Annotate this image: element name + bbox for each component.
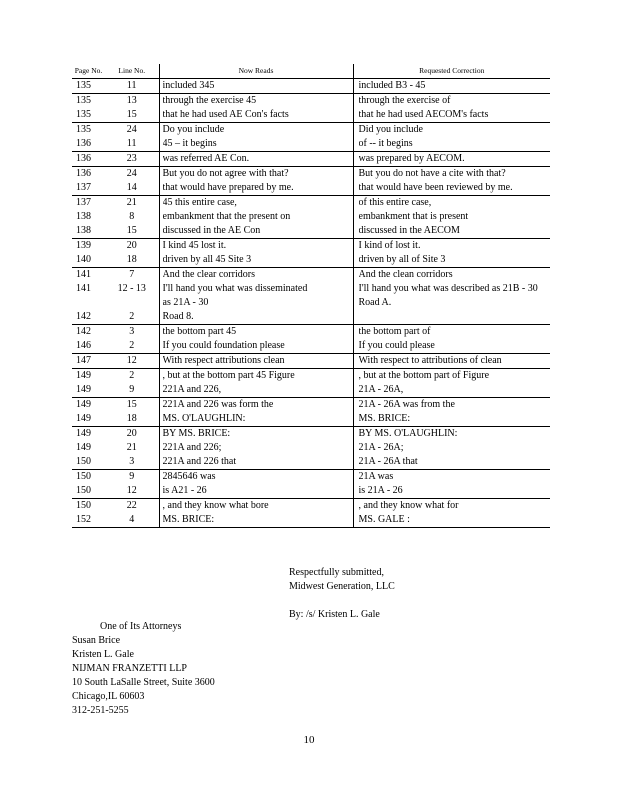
cell-line-line: 23 <box>126 153 137 164</box>
cell-line-req: With respect to attributions of clean <box>358 355 502 366</box>
cell-line-page: 135 <box>76 109 91 120</box>
correction-group <box>72 427 550 470</box>
cell-line-req: 21A - 26A, <box>358 384 404 395</box>
correction-group <box>72 268 550 325</box>
cell-line-now: MS. BRICE: <box>162 514 215 525</box>
cell-req <box>353 470 550 499</box>
cell-now <box>159 196 353 239</box>
firm-street: 10 South LaSalle Street, Suite 3600 <box>72 677 215 688</box>
cell-line-now: 45 this entire case, <box>162 197 237 208</box>
attorney-name: Kristen L. Gale <box>72 649 134 660</box>
cell-line-now: that he had used AE Con's facts <box>162 109 289 120</box>
cell-line-req: included B3 - 45 <box>358 80 426 91</box>
cell-line-req: that would have been reviewed by me. <box>358 182 513 193</box>
cell-req <box>353 268 550 325</box>
cell-line-now: I'll hand you what was disseminated <box>162 283 308 294</box>
cell-line-now: I kind 45 lost it. <box>162 240 227 251</box>
correction-group <box>72 354 550 369</box>
cell-line-now: 221A and 226 was form the <box>162 399 274 410</box>
cell-line <box>105 499 159 528</box>
cell-line-line: 13 <box>126 95 137 106</box>
cell-line-now: the bottom part 45 <box>162 326 237 337</box>
cell-line-page: 150 <box>76 485 91 496</box>
cell-page <box>72 369 105 398</box>
cell-line-req: 21A - 26A was from the <box>358 399 455 410</box>
correction-group <box>72 79 550 94</box>
cell-line-page: 141 <box>76 269 91 280</box>
cell-line-line: 12 <box>126 355 137 366</box>
cell-line-now: 221A and 226, <box>162 384 222 395</box>
cell-line-line: 20 <box>126 428 137 439</box>
cell-line-page: 146 <box>76 340 91 351</box>
cell-req <box>353 239 550 268</box>
cell-line-req: Did you include <box>358 124 423 135</box>
cell-line-line: 24 <box>126 124 137 135</box>
cell-page <box>72 167 105 196</box>
cell-line-page: 150 <box>76 456 91 467</box>
cell-line-page: 149 <box>76 399 91 410</box>
cell-line-now: discussed in the AE Con <box>162 225 261 236</box>
cell-line <box>105 354 159 369</box>
cell-line-req: MS. BRICE: <box>358 413 411 424</box>
cell-now <box>159 427 353 470</box>
cell-line-now: With respect attributions clean <box>162 355 285 366</box>
header-page: Page No. <box>72 64 105 79</box>
cell-now <box>159 325 353 354</box>
cell-line-req: 21A was <box>358 471 394 482</box>
cell-line-req: of this entire case, <box>358 197 432 208</box>
cell-now <box>159 268 353 325</box>
cell-line-page: 135 <box>76 95 91 106</box>
cell-line-line: 2 <box>129 311 135 322</box>
cell-req <box>353 369 550 398</box>
cell-page <box>72 470 105 499</box>
table-row <box>72 79 550 94</box>
header-line: Line No. <box>105 64 159 79</box>
cell-line-line: 8 <box>129 211 135 222</box>
correction-group <box>72 94 550 123</box>
cell-line-req: the bottom part of <box>358 326 431 337</box>
cell-line-page: 136 <box>76 168 91 179</box>
cell-line-req: through the exercise of <box>358 95 451 106</box>
cell-line-page: 135 <box>76 80 91 91</box>
cell-line <box>105 369 159 398</box>
cell-line <box>105 427 159 470</box>
cell-req <box>353 123 550 152</box>
correction-group <box>72 369 550 398</box>
cell-line-now: But you do not agree with that? <box>162 168 289 179</box>
correction-group <box>72 167 550 196</box>
cell-page <box>72 152 105 167</box>
firm-name: NIJMAN FRANZETTI LLP <box>72 663 187 674</box>
cell-line-line: 4 <box>129 514 135 525</box>
cell-line-page: 136 <box>76 153 91 164</box>
cell-line <box>105 152 159 167</box>
cell-page <box>72 427 105 470</box>
cell-line <box>105 196 159 239</box>
cell-page <box>72 268 105 325</box>
table-row <box>72 94 550 123</box>
cell-line-req: of -- it begins <box>358 138 413 149</box>
cell-line-now: 45 – it begins <box>162 138 217 149</box>
header-requested-correction: Requested Correction <box>353 64 550 79</box>
cell-line-line: 2 <box>129 370 135 381</box>
cell-line-line: 15 <box>126 225 137 236</box>
cell-line-page: 142 <box>76 326 91 337</box>
cell-line-page: 142 <box>76 311 91 322</box>
correction-group <box>72 398 550 427</box>
cell-line-req: Road A. <box>358 297 392 308</box>
cell-line <box>105 94 159 123</box>
cell-page <box>72 499 105 528</box>
cell-line-line: 21 <box>126 442 137 453</box>
cell-line-line: 22 <box>126 500 137 511</box>
cell-line-req: 21A - 26A that <box>358 456 418 467</box>
page-number: 10 <box>303 734 315 746</box>
cell-line-req: I'll hand you what was described as 21B - 30 <box>358 283 538 294</box>
closing-line-1: Respectfully submitted, <box>289 567 384 578</box>
cell-page <box>72 196 105 239</box>
cell-line-page: 138 <box>76 211 91 222</box>
cell-line-line: 20 <box>126 240 137 251</box>
cell-line <box>105 268 159 325</box>
table-row <box>72 427 550 470</box>
cell-line-page: 149 <box>76 442 91 453</box>
cell-page <box>72 398 105 427</box>
cell-line-req: driven by all of Site 3 <box>358 254 446 265</box>
correction-group <box>72 470 550 499</box>
table-row <box>72 152 550 167</box>
correction-group <box>72 239 550 268</box>
cell-line-now: , and they know what bore <box>162 500 269 511</box>
cell-line-page: 149 <box>76 370 91 381</box>
cell-now <box>159 499 353 528</box>
cell-line-now: If you could foundation please <box>162 340 285 351</box>
correction-group <box>72 499 550 528</box>
table-row <box>72 470 550 499</box>
header-now-reads: Now Reads <box>159 64 353 79</box>
cell-line-now: MS. O'LAUGHLIN: <box>162 413 246 424</box>
cell-line-page: 139 <box>76 240 91 251</box>
correction-group <box>72 123 550 152</box>
cell-line-line: 3 <box>129 326 135 337</box>
table-row <box>72 123 550 152</box>
cell-line <box>105 239 159 268</box>
cell-line <box>105 470 159 499</box>
cell-req <box>353 427 550 470</box>
cell-now <box>159 167 353 196</box>
cell-line-req: But you do not have a cite with that? <box>358 168 506 179</box>
cell-line-page: 135 <box>76 124 91 135</box>
table-row <box>72 499 550 528</box>
cell-line-line: 24 <box>126 168 137 179</box>
cell-line-line: 14 <box>126 182 137 193</box>
cell-line-page: 149 <box>76 384 91 395</box>
cell-line-page: 141 <box>76 283 91 294</box>
cell-line-req: MS. GALE : <box>358 514 410 525</box>
cell-line-line: 12 - 13 <box>117 283 146 294</box>
cell-line-req: 21A - 26A; <box>358 442 404 453</box>
cell-line-now: 221A and 226; <box>162 442 222 453</box>
closing-line-2: Midwest Generation, LLC <box>289 581 395 592</box>
cell-page <box>72 123 105 152</box>
cell-page <box>72 325 105 354</box>
cell-line-line: 12 <box>126 485 137 496</box>
cell-line-page: 136 <box>76 138 91 149</box>
cell-line <box>105 79 159 94</box>
cell-line-line: 11 <box>126 80 137 91</box>
cell-line-now: driven by all 45 Site 3 <box>162 254 252 265</box>
cell-line-now: Road 8. <box>162 311 194 322</box>
cell-req <box>353 196 550 239</box>
cell-line-line: 2 <box>129 340 135 351</box>
cell-line-line: 9 <box>129 471 135 482</box>
attorney-name: Susan Brice <box>72 635 121 646</box>
cell-line-req: I kind of lost it. <box>358 240 421 251</box>
attorney-role: One of Its Attorneys <box>100 621 182 632</box>
cell-spacer <box>105 296 159 310</box>
cell-page <box>72 239 105 268</box>
cell-line-page: 150 <box>76 471 91 482</box>
cell-line-now-cont: as 21A - 30 <box>162 297 209 308</box>
cell-req <box>353 398 550 427</box>
table-row <box>72 354 550 369</box>
errata-table <box>72 64 550 528</box>
cell-page <box>72 79 105 94</box>
signature-line: By: /s/ Kristen L. Gale <box>289 609 380 620</box>
cell-line-page: 138 <box>76 225 91 236</box>
cell-line-now: that would have prepared by me. <box>162 182 294 193</box>
cell-spacer <box>76 296 105 310</box>
cell-line <box>105 167 159 196</box>
cell-line-req: If you could please <box>358 340 435 351</box>
cell-line-page: 150 <box>76 500 91 511</box>
closing-block <box>289 566 395 622</box>
cell-line-req: And the clean corridors <box>358 269 453 280</box>
cell-line-line: 15 <box>126 399 137 410</box>
cell-req <box>353 94 550 123</box>
cell-line-req: was prepared by AECOM. <box>358 153 465 164</box>
attorney-block <box>72 620 215 718</box>
cell-line-now: Do you include <box>162 124 225 135</box>
cell-page <box>72 94 105 123</box>
cell-req <box>353 152 550 167</box>
cell-line-now: , but at the bottom part 45 Figure <box>162 370 295 381</box>
cell-now <box>159 369 353 398</box>
cell-line-now: 2845646 was <box>162 471 216 482</box>
correction-group <box>72 196 550 239</box>
cell-line-line: 3 <box>129 456 135 467</box>
cell-line-page: 149 <box>76 428 91 439</box>
table-row <box>72 398 550 427</box>
cell-line-line: 18 <box>126 413 137 424</box>
cell-now <box>159 79 353 94</box>
cell-req <box>353 325 550 354</box>
cell-line-line: 7 <box>129 269 135 280</box>
cell-req <box>353 167 550 196</box>
cell-line-req: , but at the bottom part of Figure <box>358 370 490 381</box>
cell-line-req: BY MS. O'LAUGHLIN: <box>358 428 458 439</box>
cell-now <box>159 470 353 499</box>
cell-req <box>353 79 550 94</box>
cell-line-page: 137 <box>76 182 91 193</box>
cell-line-req: that he had used AECOM's facts <box>358 109 489 120</box>
cell-now <box>159 239 353 268</box>
cell-line <box>105 123 159 152</box>
cell-now <box>159 398 353 427</box>
firm-phone: 312-251-5255 <box>72 705 129 716</box>
cell-line-now: was referred AE Con. <box>162 153 250 164</box>
cell-line-page: 147 <box>76 355 91 366</box>
header-row <box>72 64 550 79</box>
cell-req <box>353 499 550 528</box>
cell-line-now: And the clear corridors <box>162 269 255 280</box>
cell-line <box>105 325 159 354</box>
table-row <box>72 239 550 268</box>
cell-line-req: embankment that is present <box>358 211 469 222</box>
cell-line-page: 149 <box>76 413 91 424</box>
cell-line <box>105 398 159 427</box>
table-row <box>72 325 550 354</box>
cell-line-line: 9 <box>129 384 135 395</box>
cell-line-line: 18 <box>126 254 137 265</box>
cell-line-line: 21 <box>126 197 137 208</box>
table-row <box>72 268 550 325</box>
cell-line-line: 11 <box>126 138 137 149</box>
cell-line-page: 140 <box>76 254 91 265</box>
cell-line-now: embankment that the present on <box>162 211 291 222</box>
table-row <box>72 196 550 239</box>
cell-line-req: , and they know what for <box>358 500 459 511</box>
cell-now <box>159 123 353 152</box>
cell-line-now: through the exercise 45 <box>162 95 257 106</box>
cell-req <box>353 354 550 369</box>
cell-line-now: included 345 <box>162 80 215 91</box>
cell-line-now: BY MS. BRICE: <box>162 428 231 439</box>
cell-line-req: is 21A - 26 <box>358 485 403 496</box>
cell-line-req: discussed in the AECOM <box>358 225 460 236</box>
cell-line-page: 152 <box>76 514 91 525</box>
cell-now <box>159 152 353 167</box>
correction-group <box>72 152 550 167</box>
cell-now <box>159 94 353 123</box>
cell-line-now: 221A and 226 that <box>162 456 237 467</box>
cell-line-now: is A21 - 26 <box>162 485 207 496</box>
cell-line-page: 137 <box>76 197 91 208</box>
cell-now <box>159 354 353 369</box>
table-row <box>72 369 550 398</box>
cell-page <box>72 354 105 369</box>
cell-line-line: 15 <box>126 109 137 120</box>
firm-city: Chicago,IL 60603 <box>72 691 145 702</box>
correction-group <box>72 325 550 354</box>
table-row <box>72 167 550 196</box>
